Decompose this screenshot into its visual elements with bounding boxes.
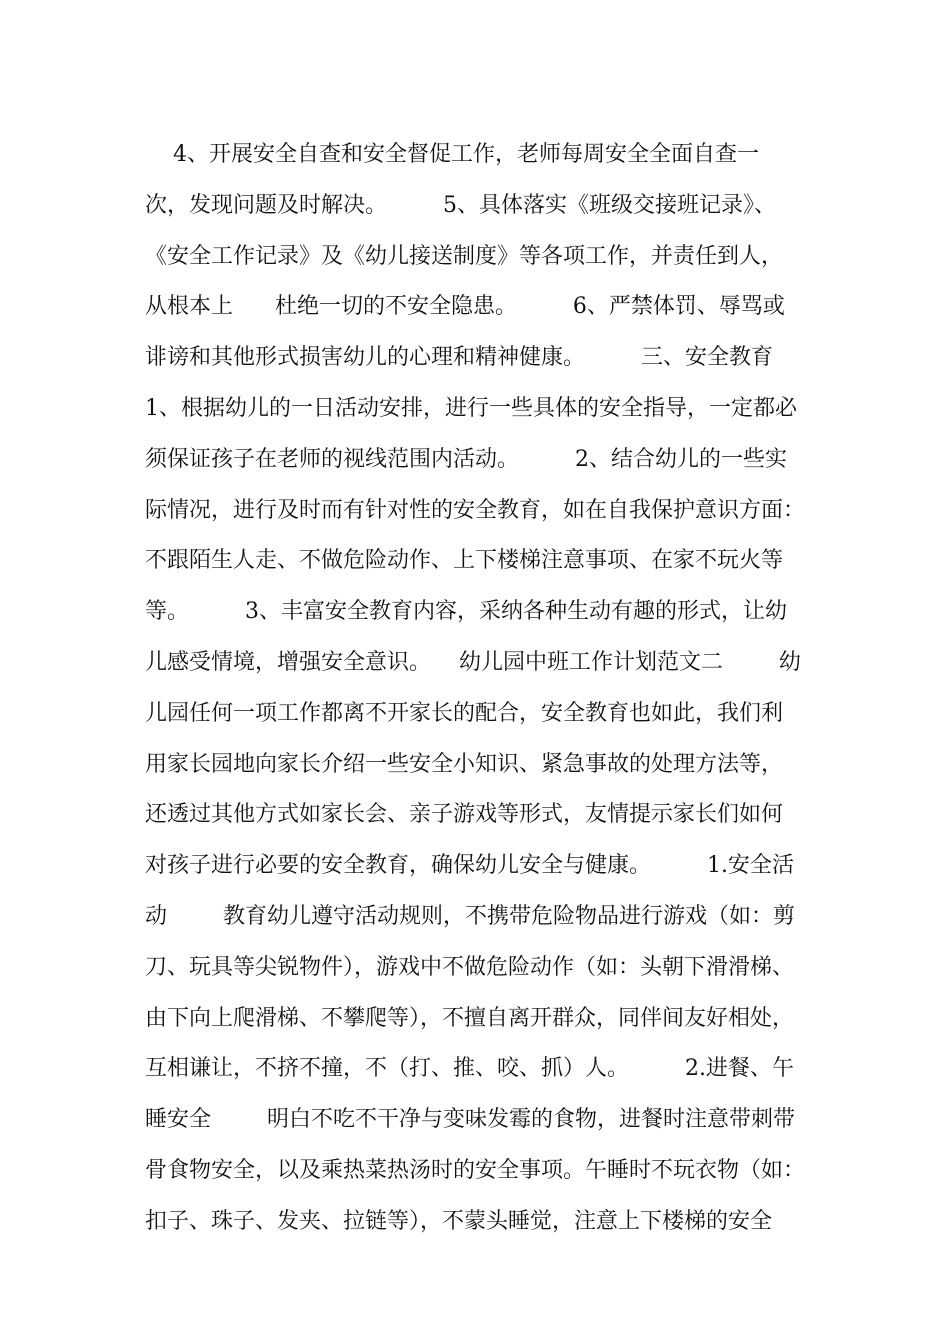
text-line: 须保证孩子在老师的视线范围内活动。 2、结合幼儿的一些实 bbox=[145, 446, 787, 472]
text-line: 扣子、珠子、发夹、拉链等），不蒙头睡觉，注意上下楼梯的安全 bbox=[145, 1208, 773, 1234]
text-line: 儿感受情境，增强安全意识。 幼儿园中班工作计划范文二 幼 bbox=[145, 649, 801, 675]
text-line: 刀、玩具等尖锐物件），游戏中不做危险动作（如：头朝下滑滑梯、 bbox=[145, 954, 795, 980]
text-line: 诽谤和其他形式损害幼儿的心理和精神健康。 三、安全教育 bbox=[145, 345, 773, 371]
text-line: 不跟陌生人走、不做危险动作、上下楼梯注意事项、在家不玩火等 bbox=[145, 548, 784, 574]
text-line: 骨食物安全，以及乘热菜热汤时的安全事项。午睡时不玩衣物（如： bbox=[145, 1157, 806, 1183]
text-line: 互相谦让，不挤不撞，不（打、推、咬、抓）人。 2.进餐、午 bbox=[145, 1056, 794, 1082]
text-line: 还透过其他方式如家长会、亲子游戏等形式，友情提示家长们如何 bbox=[145, 802, 784, 828]
text-line: 动 教育幼儿遵守活动规则，不携带危险物品进行游戏（如：剪 bbox=[145, 903, 795, 929]
text-line: 4、开展安全自查和安全督促工作，老师每周安全全面自查一 bbox=[145, 142, 759, 167]
text-line: 际情况，进行及时而有针对性的安全教育，如在自我保护意识方面： bbox=[145, 497, 806, 523]
text-line: 儿园任何一项工作都离不开家长的配合，安全教育也如此，我们利 bbox=[145, 700, 784, 726]
body-text bbox=[145, 130, 835, 1248]
text-line: 睡安全 明白不吃不干净与变味发霉的食物，进餐时注意带刺带 bbox=[145, 1107, 795, 1133]
text-line: 《安全工作记录》及《幼儿接送制度》等各项工作，并责任到人， bbox=[145, 243, 784, 269]
text-line: 由下向上爬滑梯、不攀爬等），不擅自离开群众，同伴间友好相处， bbox=[145, 1005, 795, 1031]
text-line: 1、根据幼儿的一日活动安排，进行一些具体的安全指导，一定都必 bbox=[145, 395, 797, 421]
text-line: 从根本上 杜绝一切的不安全隐患。 6、严禁体罚、辱骂或 bbox=[145, 294, 785, 320]
text-line: 次，发现问题及时解决。 5、具体落实《班级交接班记录》、 bbox=[145, 192, 776, 218]
text-line: 等。 3、丰富安全教育内容，采纳各种生动有趣的形式，让幼 bbox=[145, 599, 787, 625]
text-line: 用家长园地向家长介绍一些安全小知识、紧急事故的处理方法等， bbox=[145, 751, 784, 777]
text-line: 对孩子进行必要的安全教育，确保幼儿安全与健康。 1.安全活 bbox=[145, 853, 794, 879]
